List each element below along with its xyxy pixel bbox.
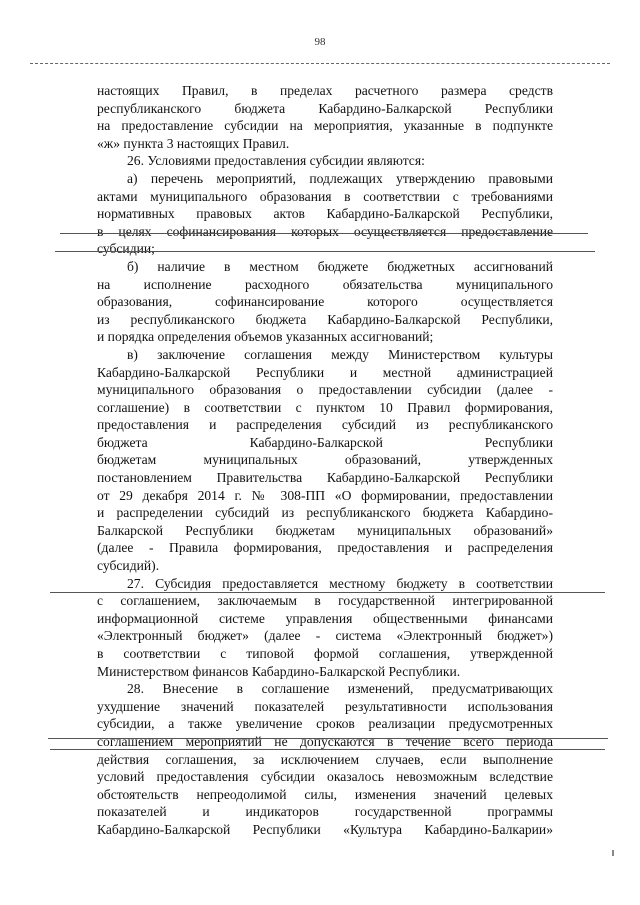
scan-artifact-line — [48, 738, 608, 739]
text-line: республиканского бюджета Кабардино-Балкарской Республики — [97, 100, 553, 116]
text-line: соглашением мероприятий не допускаются в течение всего периода — [97, 733, 553, 749]
text-line: субсидии, а также увеличение сроков реализации предусмотренных — [97, 716, 553, 732]
text-line: на исполнение расходного обязательства муниципального — [97, 276, 553, 292]
text-line: условий предоставления субсидии оказалось невозможным вследствие — [97, 769, 553, 785]
text-line: в) заключение соглашения между Министерством культуры — [127, 346, 553, 362]
text-line: в целях софинансирования которых осуществляется предоставление — [97, 223, 553, 239]
text-line: предоставления и распределения субсидий из республиканского — [97, 417, 553, 433]
text-line: Кабардино-Балкарской Республики и местной администрацией — [97, 364, 553, 380]
scan-artifact-line — [60, 233, 588, 234]
text-line: Кабардино-Балкарской Республики «Культура Кабардино-Балкарии» — [97, 821, 553, 837]
text-line: «ж» пункта 3 настоящих Правил. — [97, 135, 290, 151]
text-line: (далее - Правила формирования, предоставления и распределения — [97, 540, 553, 556]
text-line: актами муниципального образования в соответствии с требованиями — [97, 188, 553, 204]
text-line: б) наличие в местном бюджете бюджетных ассигнований — [127, 258, 553, 274]
text-line: «Электронный бюджет» (далее - система «Электронный бюджет») — [97, 628, 553, 644]
scan-artifact-line — [50, 749, 605, 750]
text-line: и порядка определения объемов указанных ассигнований; — [97, 329, 434, 345]
text-line: соглашение) в соответствии с пунктом 10 Правил формирования, — [97, 399, 553, 415]
page-number: 98 — [314, 36, 326, 48]
text-line: бюджета Кабардино-Балкарской Республики — [97, 434, 553, 450]
scan-artifact-line — [50, 592, 605, 593]
scan-artifact-line — [55, 251, 595, 252]
text-line: с соглашением, заключаемым в государственной интегрированной — [97, 593, 553, 609]
text-line: нормативных правовых актов Кабардино-Балкарской Республики, — [97, 206, 553, 222]
text-line: в соответствии с типовой формой соглашения, утвержденной — [97, 646, 553, 661]
text-line: а) перечень мероприятий, подлежащих утверждению правовыми — [127, 170, 553, 186]
text-line: Министерством финансов Кабардино-Балкарской Республики. — [97, 663, 461, 679]
text-line: 28. Внесение в соглашение изменений, предусматривающих — [127, 681, 553, 697]
scan-artifact-mark — [612, 850, 614, 856]
text-line: от 29 декабря 2014 г. № 308-ПП «О формировании, предоставлении — [97, 487, 553, 503]
text-line: постановлением Правительства Кабардино-Балкарской Республики — [97, 470, 553, 486]
text-line: образования, софинансирование которого осуществляется — [97, 294, 553, 310]
text-line: 27. Субсидия предоставляется местному бюджету в соответствии — [127, 575, 553, 591]
text-line: настоящих Правил, в пределах расчетного размера средств — [97, 83, 553, 98]
text-line: субсидии; — [97, 241, 155, 257]
text-line: бюджетам муниципальных образований, утвержденных — [97, 452, 553, 468]
text-line: на предоставление субсидии на мероприятия, указанные в подпункте — [97, 118, 553, 134]
scan-artifact-line — [30, 63, 610, 64]
text-line: 26. Условиями предоставления субсидии являются: — [127, 153, 425, 169]
text-line: обстоятельств непреодолимой силы, изменения значений целевых — [97, 786, 553, 802]
text-line: информационной системе управления общественными финансами — [97, 610, 553, 626]
document-body — [97, 82, 553, 839]
text-line: ухудшение значений показателей результативности использования — [97, 698, 553, 714]
text-line: действия соглашения, за исключением случаев, если выполнение — [97, 751, 553, 767]
text-line: показателей и индикаторов государственной программы — [97, 804, 553, 820]
text-line: субсидий). — [97, 558, 160, 574]
text-line: Балкарской Республики бюджетам муниципальных образований» — [97, 522, 553, 538]
text-line: и распределении субсидий из республиканского бюджета Кабардино- — [97, 505, 553, 521]
text-line: из республиканского бюджета Кабардино-Балкарской Республики, — [97, 311, 553, 327]
text-line: муниципального образования о предоставлении субсидии (далее - — [97, 382, 553, 398]
